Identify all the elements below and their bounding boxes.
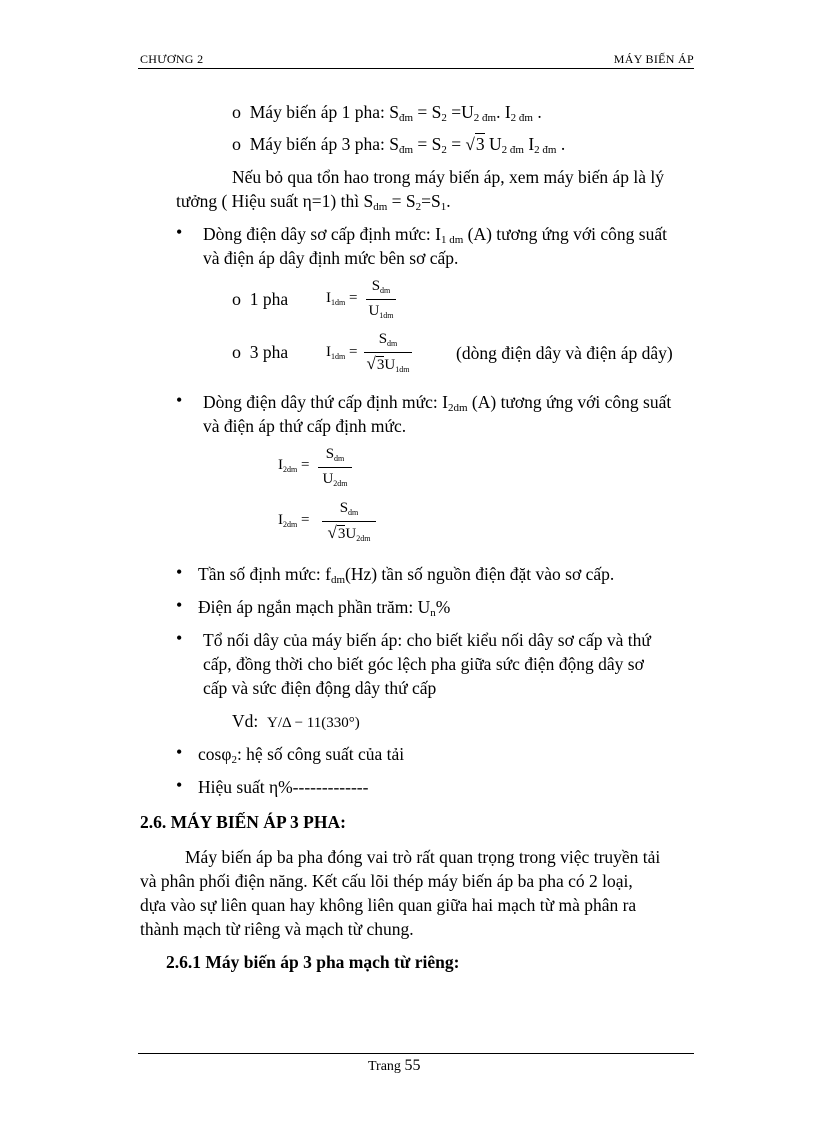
bullet-icon: •	[176, 562, 183, 582]
bullet-text: cấp, đồng thời cho biết góc lệch pha giữa sức điện động dây sơ	[203, 654, 644, 674]
section-heading: 2.6. MÁY BIẾN ÁP 3 PHA:	[140, 812, 346, 832]
bullet-text: Tổ nối dây của máy biến áp: cho biết kiểu nối dây sơ cấp và thứ	[203, 630, 651, 650]
bullet-text: Hiệu suất η%-------------	[198, 777, 369, 797]
bullet-text: Dòng điện dây thứ cấp định mức: $I_{2dm}$ (A) tương ứng với công suất	[203, 392, 672, 414]
paragraph-line: thành mạch từ riêng và mạch từ chung.	[140, 919, 414, 939]
bullet-text: cosφ$_2$: hệ số công suất của tải	[198, 744, 405, 766]
bullet-text: và điện áp dây định mức bên sơ cấp.	[203, 248, 459, 268]
list-item: o Máy biến áp 1 pha: $S_{đm} = S_2 =U_{2 đm}$. $I_{2 đm}$ .	[232, 102, 542, 124]
formula-lhs: $I_{2dm}$ =	[278, 457, 310, 474]
example: Vd: Y/Δ − 11(330°)	[232, 711, 360, 731]
paragraph-line: dựa vào sự liên quan hay không liên quan giữa hai mạch từ mà phân ra	[140, 895, 637, 915]
paragraph-line: và phân phối điện năng. Kết cấu lõi thép máy biến áp ba pha có 2 loại,	[140, 871, 633, 891]
formula-label: o 3 pha	[232, 342, 289, 362]
fraction: $S_{dm}$ $U_{2dm}$	[318, 446, 352, 493]
chapter-label: CHƯƠNG 2	[140, 52, 204, 66]
bullet-icon: •	[176, 390, 183, 410]
paragraph-line: tưởng ( Hiệu suất η=1) thì $S_{dm} = S_2=S_1$.	[176, 191, 451, 213]
formula-lhs: $I_{1dm}$ =	[326, 344, 358, 361]
paragraph-line: Nếu bỏ qua tổn hao trong máy biến áp, xem máy biến áp là lý	[232, 167, 665, 187]
fraction: $S_{dm}$ $√3U_{1dm}$	[364, 331, 412, 379]
bullet-text: Điện áp ngắn mạch phần trăm: $U_n\%$	[198, 597, 451, 619]
bullet-text: và điện áp thứ cấp định mức.	[203, 416, 407, 436]
bullet-icon: •	[176, 222, 183, 242]
formula-label: o 1 pha	[232, 289, 289, 309]
header-title: MÁY BIẾN ÁP	[613, 52, 694, 66]
paragraph-line: Máy biến áp ba pha đóng vai trò rất quan trọng trong việc truyền tải	[185, 847, 661, 867]
bullet-icon: •	[176, 628, 183, 648]
bullet-text: Dòng điện dây sơ cấp định mức: $I_{1 dm}$ (A) tương ứng với công suất	[203, 224, 667, 246]
bullet-icon: •	[176, 595, 183, 615]
list-item: o Máy biến áp 3 pha: $S_{đm} = S_2 = √3$ $U_{2 đm}$ $I_{2 đm}$ .	[232, 134, 566, 156]
subsection-heading: 2.6.1 Máy biến áp 3 pha mạch từ riêng:	[166, 952, 460, 972]
bullet-text: cấp và sức điện động dây thứ cấp	[203, 678, 437, 698]
formula-lhs: $I_{2dm}$ =	[278, 512, 310, 529]
header-rule	[138, 68, 694, 69]
page-number: Trang 55	[368, 1057, 421, 1074]
formula-lhs: $I_{1dm}$ =	[326, 290, 358, 307]
fraction: $S_{dm}$ $U_{1dm}$	[366, 278, 396, 325]
fraction: $S_{dm}$ $√3U_{2dm}$	[322, 500, 376, 548]
bullet-icon: •	[176, 775, 183, 795]
bullet-icon: •	[176, 742, 183, 762]
bullet-text: Tần số định mức: $f_{dm}(Hz)$ tần số nguồn điện đặt vào sơ cấp.	[198, 564, 615, 586]
footer-rule	[138, 1053, 694, 1054]
formula-note: (dòng điện dây và điện áp dây)	[456, 343, 673, 363]
